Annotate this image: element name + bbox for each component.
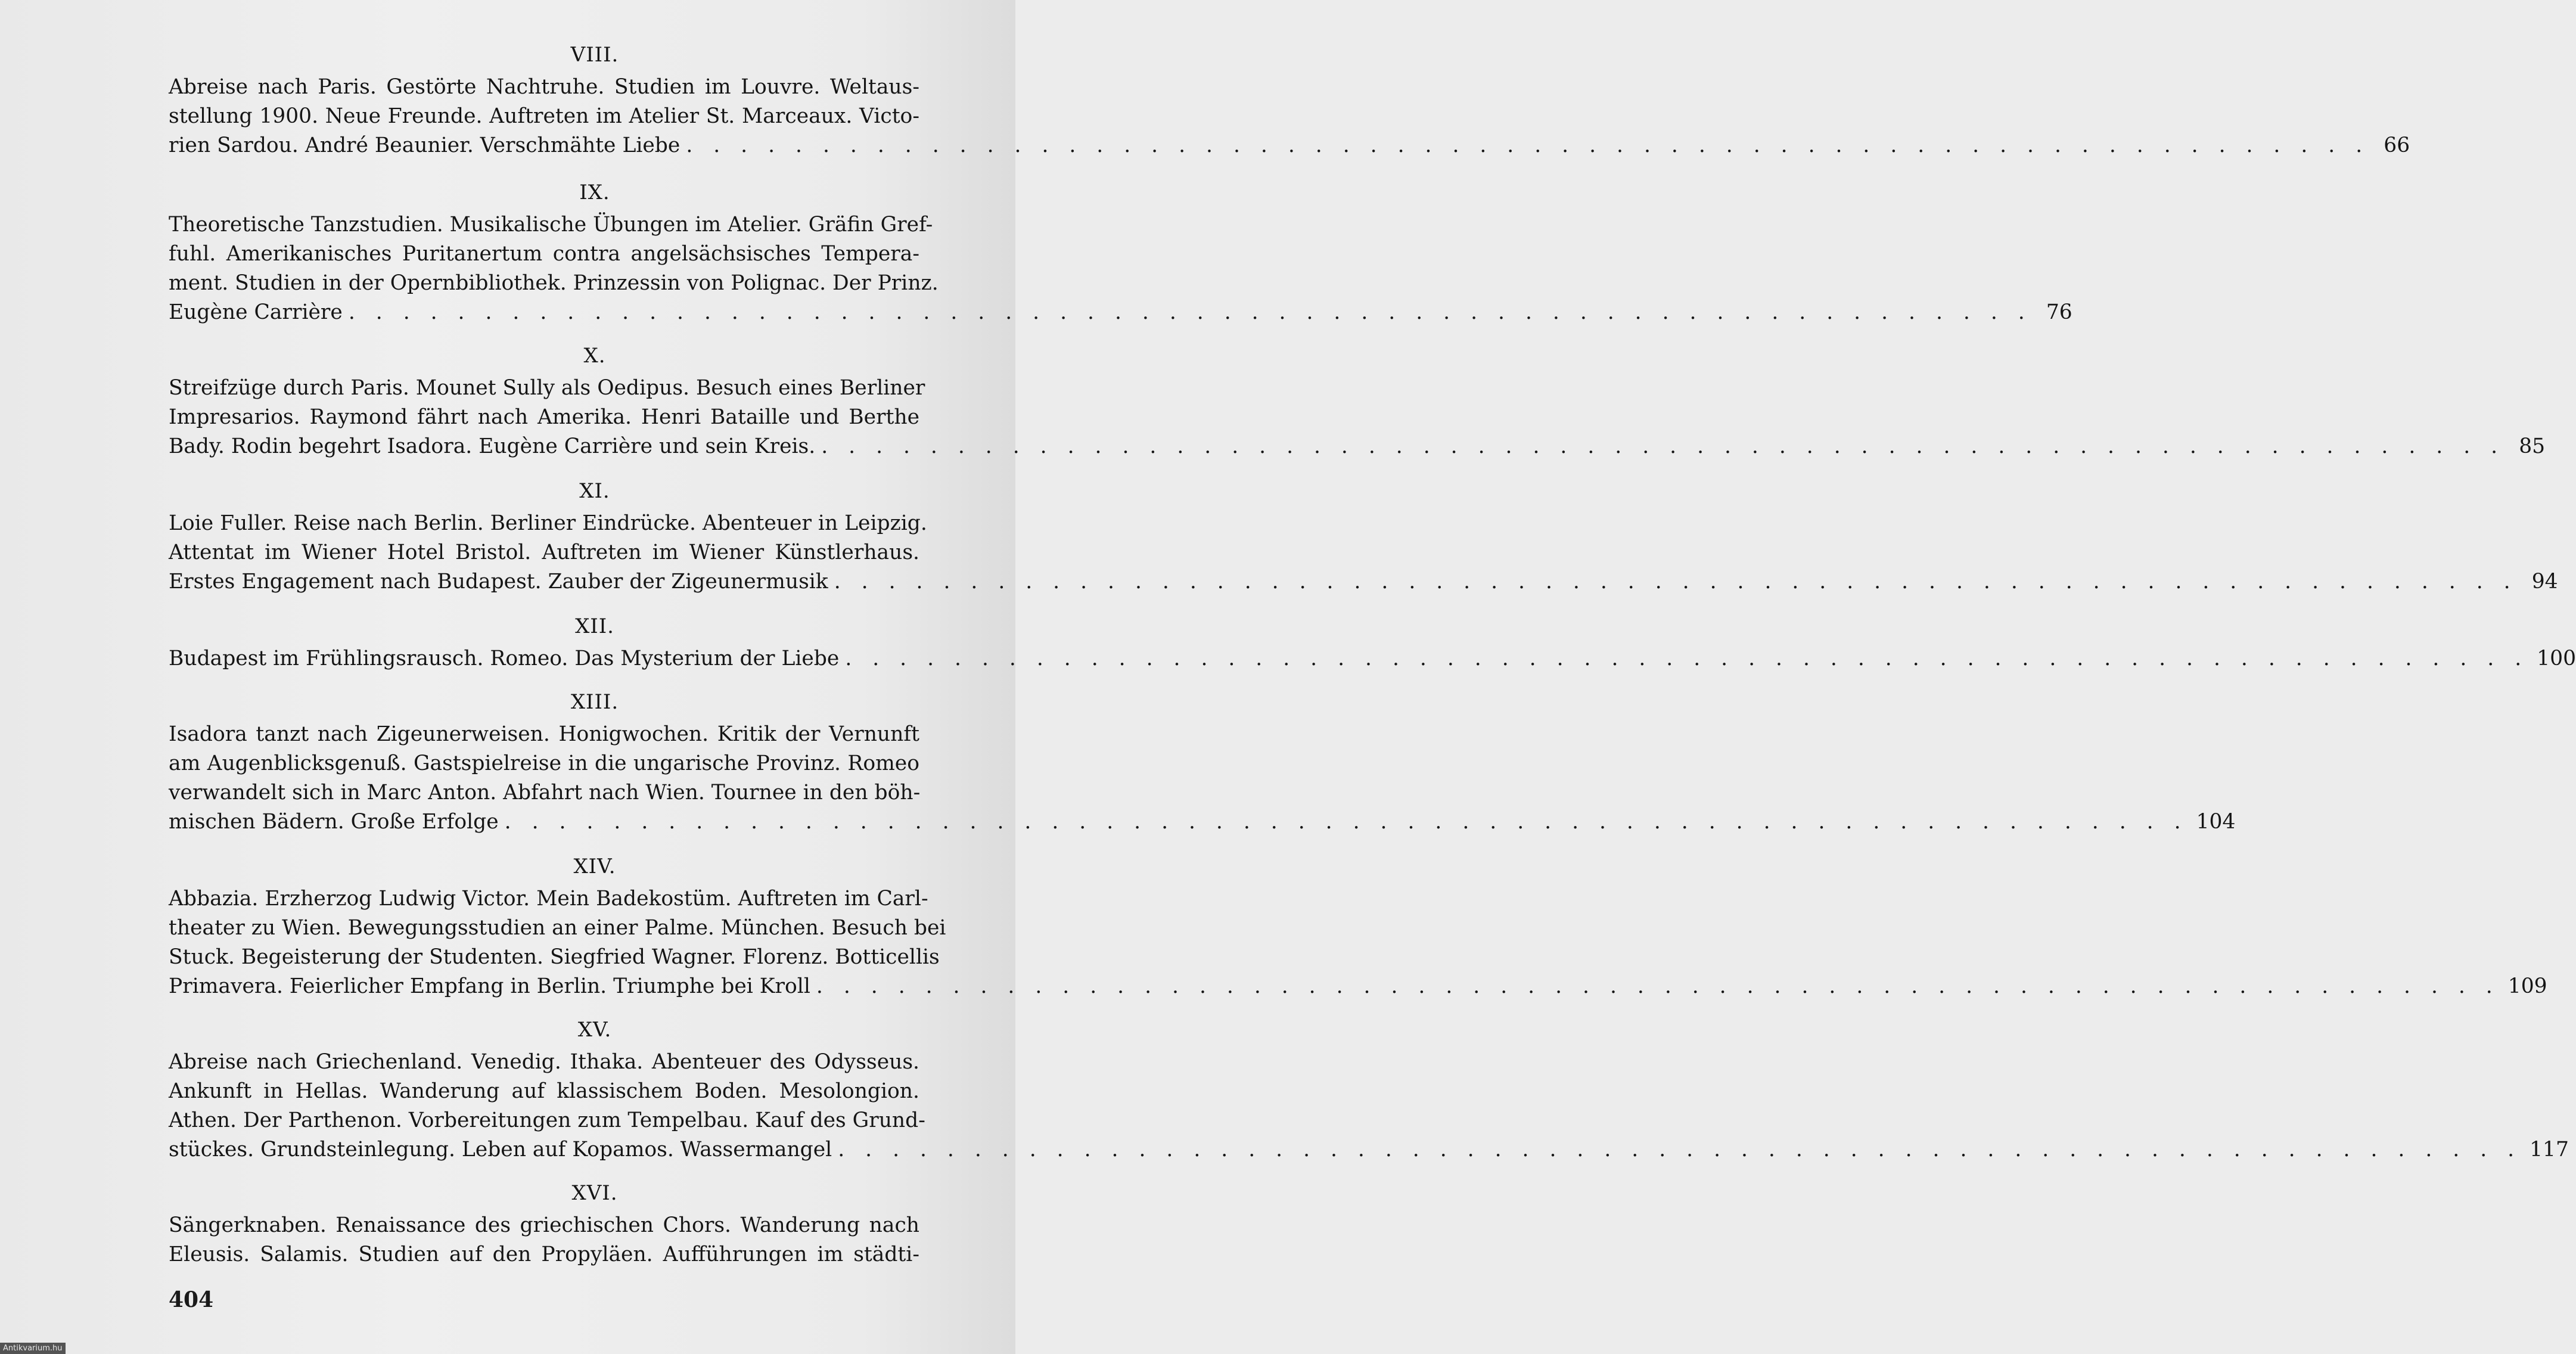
chapter-numeral: XVI. [571,1181,618,1205]
chapter-numeral: XIV. [573,855,616,878]
chapter-numeral: XI. [579,479,610,503]
chapter-numeral: XIII. [570,690,619,714]
dot-leader: . . . . . . . . . . . . . . . . . . . . . . . . . . . . . . . . . . . . . . . . . . . . . . . . . . . . . . . . . . . . . . [348,300,2032,324]
page-reference: 109 [2507,974,2547,998]
toc-entry [169,852,2547,1001]
summary-line: Stuck. Begeisterung der Studenten. Siegfried Wagner. Florenz. Botticellis [169,945,940,969]
dot-leader: . . . . . . . . . . . . . . . . . . . . . . . . . . . . . . . . . . . . . . . . . . . . . . . . . . . . . . . . . . . . . . [686,133,2370,157]
summary-line: Eugène Carrière [169,300,343,324]
page-reference: 104 [2196,810,2236,834]
toc-entry [169,688,2236,837]
dot-leader: . . . . . . . . . . . . . . . . . . . . . . . . . . . . . . . . . . . . . . . . . . . . . . . . . . . . . . . . . . . . . . [816,974,2500,998]
page-reference: 117 [2530,1138,2569,1162]
summary-line: theater zu Wien. Bewegungsstudien an einer Palme. München. Besuch bei [169,916,946,940]
chapter-summary [169,644,2576,673]
summary-line: Sängerknaben. Renaissance des griechischen Chors. Wanderung nach [169,1213,919,1237]
summary-line: Abbazia. Erzherzog Ludwig Victor. Mein Badekostüm. Auftreten im Carl- [169,887,928,911]
summary-line: Attentat im Wiener Hotel Bristol. Auftreten im Wiener Künstlerhaus. [169,541,919,564]
toc-entry [169,612,2576,673]
summary-line: Loie Fuller. Reise nach Berlin. Berliner Eindrücke. Abenteuer in Leipzig. [169,511,927,535]
toc-entry [169,1179,967,1269]
summary-last-line [169,298,2072,327]
summary-line: Budapest im Frühlingsrausch. Romeo. Das Mysterium der Liebe [169,647,840,670]
table-of-contents [169,41,2576,1269]
toc-entry [169,1016,2569,1164]
page-reference: 94 [2531,570,2558,594]
chapter-summary [169,210,2072,327]
toc-entry [169,178,2072,327]
page-number: 404 [169,1287,214,1312]
chapter-numeral: XV. [577,1018,612,1042]
chapter-summary [169,1211,919,1269]
summary-line: stellung 1900. Neue Freunde. Auftreten im Atelier St. Marceaux. Victo- [169,104,919,128]
chapter-numeral: X. [583,344,606,368]
chapter-summary [169,509,2558,597]
summary-last-line [169,1135,2569,1164]
chapter-summary [169,374,2546,461]
summary-line: Eleusis. Salamis. Studien auf den Propyläen. Aufführungen im städti- [169,1243,919,1266]
summary-line: Athen. Der Parthenon. Vorbereitungen zum Tempelbau. Kauf des Grund- [169,1108,925,1132]
dot-leader: . . . . . . . . . . . . . . . . . . . . . . . . . . . . . . . . . . . . . . . . . . . . . . . . . . . . . . . . . . . . . . [838,1138,2522,1162]
summary-line: ment. Studien in der Opernbibliothek. Prinzessin von Polignac. Der Prinz. [169,271,939,295]
chapter-summary [169,720,2236,837]
summary-last-line [169,567,2558,597]
summary-line: rien Sardou. André Beaunier. Verschmähte Liebe [169,133,680,157]
summary-line: Isadora tanzt nach Zigeunerweisen. Honigwochen. Kritik der Vernunft [169,722,919,746]
chapter-numeral: VIII. [570,43,619,67]
chapter-summary [169,884,2547,1001]
page-reference: 66 [2384,133,2410,157]
summary-line: Erstes Engagement nach Budapest. Zauber der Zigeunermusik [169,570,828,594]
page-reference: 76 [2046,300,2072,324]
chapter-summary [169,73,2410,160]
summary-last-line [169,432,2546,461]
summary-line: Bady. Rodin begehrt Isadora. Eugène Carrière und sein Kreis. [169,434,816,458]
summary-line: Abreise nach Paris. Gestörte Nachtruhe. Studien im Louvre. Weltaus- [169,75,919,99]
summary-line: Impresarios. Raymond fährt nach Amerika. Henri Bataille und Berthe [169,405,919,429]
summary-last-line [169,972,2547,1001]
chapter-summary [169,1048,2569,1164]
chapter-numeral: IX. [579,181,610,204]
summary-line: verwandelt sich in Marc Anton. Abfahrt nach Wien. Tournee in den böh- [169,781,921,805]
toc-entry [169,41,2410,160]
dot-leader: . . . . . . . . . . . . . . . . . . . . . . . . . . . . . . . . . . . . . . . . . . . . . . . . . . . . . . . . . . . . . . [504,810,2188,834]
summary-line: fuhl. Amerikanisches Puritanertum contra angelsächsisches Tempera- [169,242,919,266]
toc-entry [169,341,2546,461]
summary-last-line [169,808,2236,837]
dot-leader: . . . . . . . . . . . . . . . . . . . . . . . . . . . . . . . . . . . . . . . . . . . . . . . . . . . . . . . . . . . . . . [834,570,2518,594]
summary-line: Primavera. Feierlicher Empfang in Berlin. Triumphe bei Kroll [169,974,810,998]
summary-line: Ankunft in Hellas. Wanderung auf klassischem Boden. Mesolongion. [169,1079,919,1103]
summary-line: stückes. Grundsteinlegung. Leben auf Kopamos. Wassermangel [169,1138,832,1162]
page-reference: 85 [2519,434,2546,458]
watermark: Antikvarium.hu [0,1343,66,1354]
page-reference: 100 [2537,647,2576,670]
summary-line: Abreise nach Griechenland. Venedig. Ithaka. Abenteuer des Odysseus. [169,1050,919,1074]
summary-line: mischen Bädern. Große Erfolge [169,810,499,834]
summary-line: am Augenblicksgenuß. Gastspielreise in die ungarische Provinz. Romeo [169,751,919,775]
summary-last-line [169,644,2576,673]
summary-line: Theoretische Tanzstudien. Musikalische Übungen im Atelier. Gräfin Gref- [169,213,933,237]
chapter-numeral: XII. [575,614,614,638]
toc-entry [169,477,2558,597]
summary-line: Streifzüge durch Paris. Mounet Sully als Oedipus. Besuch eines Berliner [169,376,925,400]
dot-leader: . . . . . . . . . . . . . . . . . . . . . . . . . . . . . . . . . . . . . . . . . . . . . . . . . . . . . . . . . . . . . . [821,434,2505,458]
dot-leader: . . . . . . . . . . . . . . . . . . . . . . . . . . . . . . . . . . . . . . . . . . . . . . . . . . . . . . . . . . . . . . [845,647,2529,670]
summary-last-line [169,131,2410,160]
